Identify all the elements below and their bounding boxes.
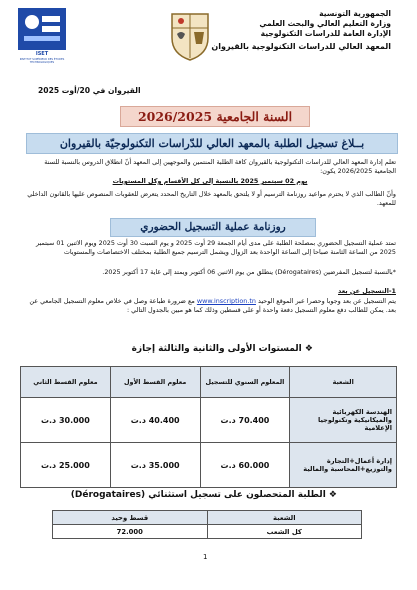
registration-text: يتم التسجيل عن بعد وجوبا وحصرا عبر الموقع الوحيد [258,297,396,305]
diamond-bullet-icon: ❖ [328,490,337,500]
registration-text: مع ضرورة طباعة وصل في خلاص معلوم التسجيل الجامعي عن بعد. يمكن للطالب دفع معلوم التسجيل دفعة واحدة أو على قسطين وذلك كما هو مبين بالجدول التالي : [29,297,396,314]
header-first-installment: معلوم القسط الأول [110,367,200,398]
derog-table [52,510,362,539]
annual-fee-cell: 60.000 د.ت [200,443,290,488]
derog-section-title [71,490,337,500]
penalty-paragraph: وأنّ الطالب الذي لا يحترم مواعيد روزنامة الترسيم أو لا يلتحق بالمعهد خلال التاريخ المحدد يتعرض للعقوبات المنصوص عليها بالقانون الداخلي للمعهد. [27,190,396,207]
branch-cell: إدارة أعمال+التجارة والتوزيع+المحاسبة والمالية [290,443,397,488]
first-installment-cell: 40.400 د.ت [110,398,200,443]
academic-year-title: السنة الجامعية 2026/2025 [120,106,310,127]
tunisia-emblem-icon [168,10,212,62]
intro-paragraph: تعلم إدارة المعهد العالي للدراسات التكنولوجية بالقيروان كافة الطلبة المنتمين والموجهين إلى المعهد أنّ انطلاق الدروس بالنسبة للسنة الجامعية 2026/2025 يكون: [44,158,396,175]
remote-registration-heading: 1-التسجيل عن بعد [338,287,396,295]
header-branch: الشعبة [290,367,397,398]
table-row [53,525,362,539]
fees-table [20,366,397,488]
schedule-paragraph: تمتد عملية التسجيل الحضوري بمصلحة الطلبة على مدى أيام الجمعة 29 أوت 2025 و يوم السبت 30 أوت 2025 ويوم الاثنين 01 سبتمبر 2025 من الساعة الثامنة صباحا إلى الساعة الواحدة بعد الزوال ويشمل الترسيم جميع الطلبة بمختلف الاختصاصات والمستويات [35,239,396,256]
single-installment-cell: 72.000 [53,525,208,539]
header-annual-fee: المعلوم السنوي للتسجيل [200,367,290,398]
branch-cell: الهندسة الكهربائية والميكانيكية وتكنولوجيا الإعلامية [290,398,397,443]
table-header-row [53,511,362,525]
header-line: الإدارة العامة للدراسات التكنولوجية [260,29,391,38]
classes-start-date: يوم 02 سبتمبر 2025 بالنسبة إلى كل الأقسام وكل المستويات [112,177,308,185]
table-row [21,443,397,488]
inscription-link[interactable]: www.inscription.tn [196,297,256,305]
second-installment-cell: 30.000 د.ت [21,398,111,443]
iset-logo [18,8,66,66]
second-installment-cell: 25.000 د.ت [21,443,111,488]
header-second-installment: معلوم القسط الثاني [21,367,111,398]
remote-registration-paragraph [24,297,396,314]
schedule-title: روزنامة عملية التسجيل الحضوري [110,218,316,237]
table-header-row [21,367,397,398]
header-single-installment: قسط وحيد [53,511,208,525]
notice-title: بــلاغ تسجيل الطلبة بالمعهد العالي للدّراسات التكنولوجيّة بالقيروان [26,133,398,154]
diamond-bullet-icon: ❖ [304,344,313,354]
derog-title-text: الطلبة المتحصلون على تسجيل استثنائي (Dérogataires) [70,490,326,500]
derogataires-paragraph: *بالنسبة لتسجيل المفرضين (Dérogataires) ينطلق من يوم الاثنين 06 أكتوبر ويمتد إلى غاية 17 أكتوبر 2025. [102,268,396,276]
branch-cell: كل الشعب [207,525,361,539]
header-branch: الشعبة [207,511,361,525]
fees-title-text: المستوات الأولى والثانية والثالثة إجازة [131,344,302,354]
logo-text: ISET [35,51,49,57]
header-line: المعهد العالي للدراسات التكنولوجية بالقيروان [211,42,391,51]
table-row [21,398,397,443]
page-number: 1 [203,553,208,561]
document-date: القيروان في 20/أوت 2025 [38,86,141,95]
first-installment-cell: 35.000 د.ت [110,443,200,488]
fees-section-title [132,344,313,354]
annual-fee-cell: 70.400 د.ت [200,398,290,443]
logo-caption: INSTITUT SUPÉRIEUR DES ÉTUDES TECHNOLOGIQUES [19,58,65,64]
header-line: الجمهورية التونسية [319,9,391,18]
header-line: وزارة التعليم العالي والبحث العلمي [259,19,391,28]
